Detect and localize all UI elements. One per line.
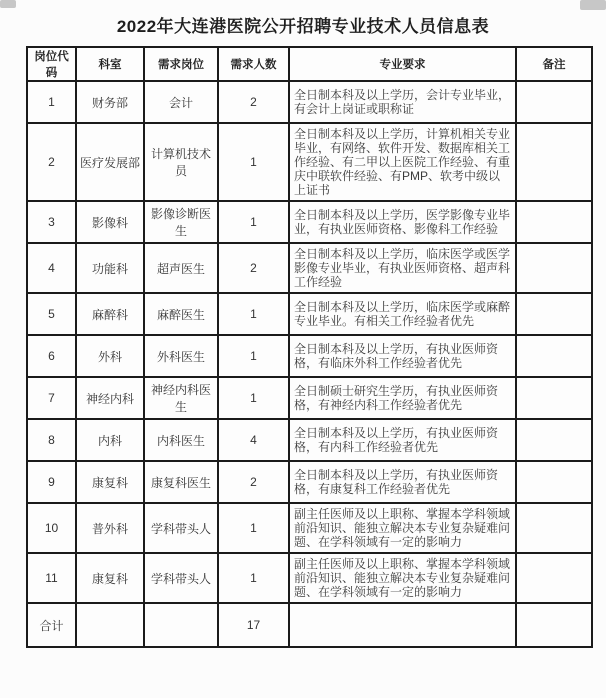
cell-count: 1 (218, 503, 289, 553)
cell-position-code: 11 (27, 553, 76, 603)
header-position-code: 岗位代码 (27, 47, 76, 81)
header-position: 需求岗位 (144, 47, 218, 81)
header-requirements: 专业要求 (289, 47, 516, 81)
table-row (27, 201, 592, 243)
cell-department: 普外科 (76, 503, 144, 553)
cell-position-code: 3 (27, 201, 76, 243)
cell-requirements: 副主任医师及以上职称、掌握本学科领域前沿知识、能独立解决本专业复杂疑难问题、在学科领域有一定的影响力 (289, 553, 516, 603)
cell-note (516, 293, 592, 335)
cell-requirements: 全日制本科及以上学历，临床医学或麻醉专业毕业。有相关工作经验者优先 (289, 293, 516, 335)
cell-department: 影像科 (76, 201, 144, 243)
total-empty-cell (76, 603, 144, 647)
cell-position: 外科医生 (144, 335, 218, 377)
table-row (27, 377, 592, 419)
scan-artifact (0, 0, 16, 8)
cell-position-code: 6 (27, 335, 76, 377)
total-empty-cell (289, 603, 516, 647)
table-row (27, 243, 592, 293)
cell-count: 4 (218, 419, 289, 461)
cell-department: 医疗发展部 (76, 123, 144, 201)
cell-requirements: 全日制本科及以上学历，临床医学或医学影像专业毕业，有执业医师资格、超声科工作经验 (289, 243, 516, 293)
table-row (27, 123, 592, 201)
header-department: 科室 (76, 47, 144, 81)
table-row (27, 553, 592, 603)
cell-requirements: 全日制本科及以上学历，计算机相关专业毕业，有网络、软件开发、数据库相关工作经验、有二甲以上医院工作经验、有重庆中联软件经验、有PMP、软考中级以上证书 (289, 123, 516, 201)
header-row (27, 47, 592, 81)
cell-position: 学科带头人 (144, 553, 218, 603)
cell-count: 1 (218, 335, 289, 377)
total-count-cell: 17 (218, 603, 289, 647)
cell-note (516, 503, 592, 553)
cell-position-code: 5 (27, 293, 76, 335)
cell-department: 外科 (76, 335, 144, 377)
cell-department: 康复科 (76, 461, 144, 503)
cell-requirements: 全日制本科及以上学历，有执业医师资格，有康复科工作经验者优先 (289, 461, 516, 503)
cell-position: 神经内科医生 (144, 377, 218, 419)
cell-department: 康复科 (76, 553, 144, 603)
scan-artifact (580, 0, 606, 10)
cell-note (516, 419, 592, 461)
cell-department: 麻醉科 (76, 293, 144, 335)
cell-position-code: 4 (27, 243, 76, 293)
cell-position-code: 2 (27, 123, 76, 201)
cell-position-code: 9 (27, 461, 76, 503)
cell-position: 麻醉医生 (144, 293, 218, 335)
cell-count: 2 (218, 81, 289, 123)
cell-count: 1 (218, 201, 289, 243)
cell-requirements: 全日制本科及以上学历，医学影像专业毕业，有执业医师资格、影像科工作经验 (289, 201, 516, 243)
cell-note (516, 461, 592, 503)
cell-position: 影像诊断医生 (144, 201, 218, 243)
total-empty-cell (144, 603, 218, 647)
table-row (27, 293, 592, 335)
table-row (27, 419, 592, 461)
cell-note (516, 123, 592, 201)
page-title: 2022年大连港医院公开招聘专业技术人员信息表 (116, 17, 490, 36)
cell-count: 1 (218, 377, 289, 419)
cell-position: 超声医生 (144, 243, 218, 293)
cell-note (516, 243, 592, 293)
cell-department: 功能科 (76, 243, 144, 293)
header-note: 备注 (516, 47, 592, 81)
cell-position: 内科医生 (144, 419, 218, 461)
cell-position: 康复科医生 (144, 461, 218, 503)
cell-note (516, 335, 592, 377)
cell-position-code: 7 (27, 377, 76, 419)
cell-requirements: 全日制硕士研究生学历，有执业医师资格，有神经内科工作经验者优先 (289, 377, 516, 419)
cell-department: 财务部 (76, 81, 144, 123)
cell-count: 2 (218, 461, 289, 503)
cell-department: 神经内科 (76, 377, 144, 419)
cell-requirements: 副主任医师及以上职称、掌握本学科领域前沿知识、能独立解决本专业复杂疑难问题、在学科领域有一定的影响力 (289, 503, 516, 553)
cell-requirements: 全日制本科及以上学历，有执业医师资格，有临床外科工作经验者优先 (289, 335, 516, 377)
cell-position: 会计 (144, 81, 218, 123)
table-row (27, 461, 592, 503)
cell-department: 内科 (76, 419, 144, 461)
cell-requirements: 全日制本科及以上学历，会计专业毕业，有会计上岗证或职称证 (289, 81, 516, 123)
cell-position-code: 1 (27, 81, 76, 123)
cell-count: 2 (218, 243, 289, 293)
total-label-cell: 合计 (27, 603, 76, 647)
recruitment-table (26, 46, 593, 648)
cell-count: 1 (218, 123, 289, 201)
header-count: 需求人数 (218, 47, 289, 81)
cell-note (516, 377, 592, 419)
cell-note (516, 81, 592, 123)
table-row (27, 335, 592, 377)
table-body (27, 81, 592, 603)
cell-position: 计算机技术员 (144, 123, 218, 201)
cell-position-code: 10 (27, 503, 76, 553)
cell-position-code: 8 (27, 419, 76, 461)
cell-position: 学科带头人 (144, 503, 218, 553)
total-empty-cell (516, 603, 592, 647)
cell-count: 1 (218, 553, 289, 603)
table-row (27, 503, 592, 553)
cell-requirements: 全日制本科及以上学历，有执业医师资格，有内科工作经验者优先 (289, 419, 516, 461)
cell-note (516, 553, 592, 603)
total-row (27, 603, 592, 647)
table-row (27, 81, 592, 123)
cell-note (516, 201, 592, 243)
cell-count: 1 (218, 293, 289, 335)
